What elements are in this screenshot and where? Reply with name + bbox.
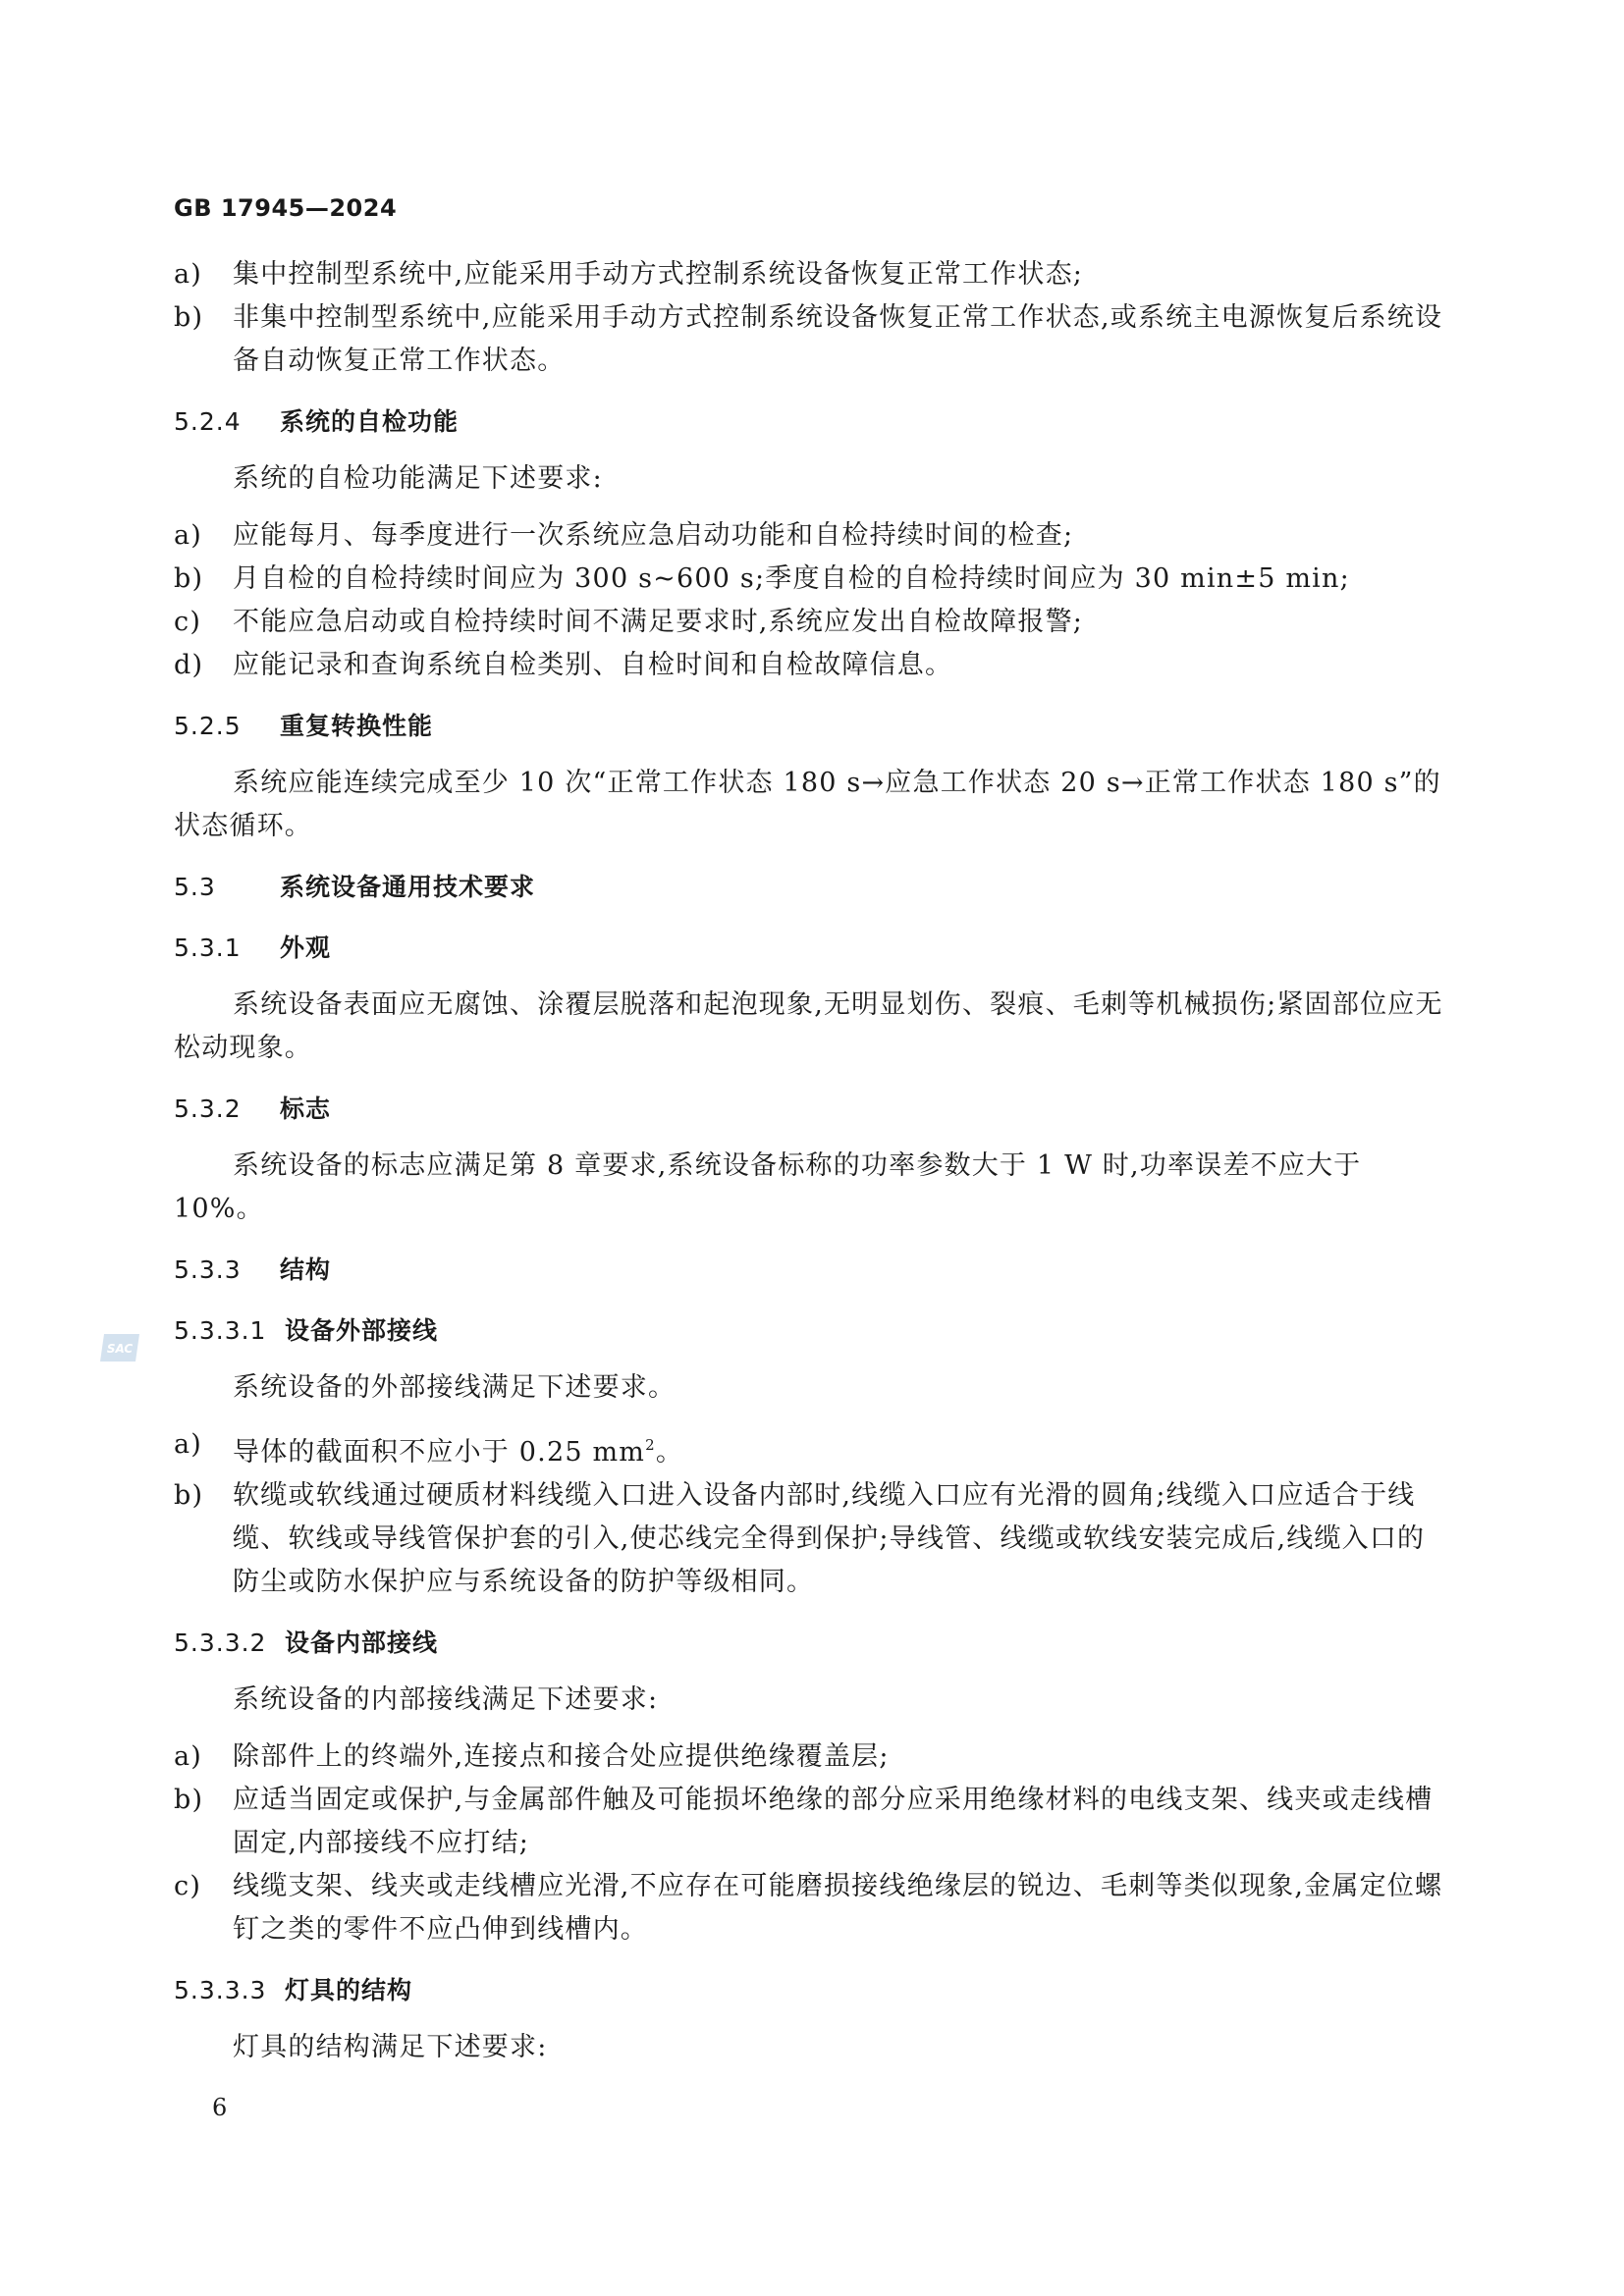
section-number: 5.3.3.3: [174, 1976, 267, 2004]
list-item-label: a): [174, 259, 203, 290]
svg-text:SAC: SAC: [106, 1342, 134, 1356]
list-item-main-text: 应能每月、每季度进行一次系统应急启动功能和自检持续时间的检查;: [233, 520, 1074, 551]
list-item-main-text: 软缆或软线通过硬质材料线缆入口进入设备内部时,线缆入口应有光滑的圆角;线缆入口应适合于线缆、软线或导线管保护套的引入,使芯线完全得到保护;导线管、线缆或软线安装完成后,线缆入口的防尘或防水保护应与系统设备的防护等级相同。: [233, 1480, 1426, 1597]
list-item-label: c): [174, 607, 202, 637]
list-item-label: b): [174, 302, 204, 333]
list-item: [174, 644, 1450, 687]
page-number: 6: [212, 2094, 228, 2121]
section-number: 5.3.3.2: [174, 1629, 267, 1657]
list-item-label: b): [174, 1785, 204, 1815]
list-item-text: [233, 644, 1450, 687]
list-item-text: [233, 1423, 1450, 1474]
list-item: [174, 514, 1450, 558]
list-item: [174, 1423, 1450, 1474]
list-item-text: [233, 1865, 1450, 1951]
list-item-label: a): [174, 520, 203, 551]
section-title: 灯具的结构: [285, 1976, 413, 2004]
section-number: 5.2.4: [174, 407, 242, 436]
list-item-text: [233, 1474, 1450, 1604]
section-heading: [174, 1249, 1450, 1292]
list-item: [174, 601, 1450, 644]
section-heading: [174, 866, 1450, 909]
section-number: 5.3: [174, 873, 216, 901]
document-body: [174, 253, 1450, 2083]
paragraph: 系统设备表面应无腐蚀、涂覆层脱落和起泡现象,无明显划伤、裂痕、毛刺等机械损伤;紧固部位应无松动现象。: [174, 989, 1443, 1063]
list-item-label: a): [174, 1741, 203, 1772]
paragraph: 灯具的结构满足下述要求:: [233, 2032, 548, 2062]
section-title: 重复转换性能: [280, 712, 434, 740]
list-item: [174, 253, 1450, 296]
list-item-label: b): [174, 1480, 204, 1511]
list-item: [174, 1474, 1450, 1604]
list-item-label: d): [174, 650, 204, 680]
section-heading: [174, 927, 1450, 970]
list-item: [174, 1779, 1450, 1865]
section-title: 系统的自检功能: [280, 407, 460, 436]
section-number: 5.2.5: [174, 712, 242, 740]
list-item: [174, 558, 1450, 601]
paragraph: 系统设备的外部接线满足下述要求。: [233, 1372, 677, 1403]
section-heading: [174, 1622, 1450, 1665]
section-number: 5.3.3: [174, 1255, 242, 1284]
list-item-main-text: 集中控制型系统中,应能采用手动方式控制系统设备恢复正常工作状态;: [233, 259, 1084, 290]
list-item-main-text: 除部件上的终端外,连接点和接合处应提供绝缘覆盖层;: [233, 1741, 890, 1772]
paragraph: 系统设备的标志应满足第 8 章要求,系统设备标称的功率参数大于 1 W 时,功率误差不应大于 10%。: [174, 1150, 1362, 1224]
paragraph: 系统的自检功能满足下述要求:: [233, 463, 603, 494]
section-title: 系统设备通用技术要求: [280, 873, 536, 901]
section-title: 设备外部接线: [285, 1316, 439, 1345]
section-heading: [174, 705, 1450, 748]
list-item-text: [233, 1735, 1450, 1779]
list-item-text: [233, 1779, 1450, 1865]
list-item: [174, 1735, 1450, 1779]
paragraph: 系统应能连续完成至少 10 次“正常工作状态 180 s→应急工作状态 20 s→正常工作状态 180 s”的状态循环。: [174, 768, 1441, 841]
standard-code-header: GB 17945—2024: [174, 194, 398, 222]
list-item-text: [233, 514, 1450, 558]
list-item-main-text: 线缆支架、线夹或走线槽应光滑,不应存在可能磨损接线绝缘层的锐边、毛刺等类似现象,金属定位螺钉之类的零件不应凸伸到线槽内。: [233, 1871, 1443, 1945]
section-number: 5.3.3.1: [174, 1316, 267, 1345]
section-heading: [174, 400, 1450, 444]
sac-watermark-logo: [98, 1328, 145, 1367]
section-number: 5.3.1: [174, 934, 242, 962]
list-item-label: a): [174, 1429, 203, 1460]
list-item-main-text: 月自检的自检持续时间应为 300 s~600 s;季度自检的自检持续时间应为 30 min±5 min;: [233, 563, 1350, 594]
list-item-main-text: 导体的截面积不应小于 0.25 mm: [233, 1437, 646, 1468]
list-item: [174, 1865, 1450, 1951]
list-item-text: [233, 296, 1450, 383]
list-item-main-text: 非集中控制型系统中,应能采用手动方式控制系统设备恢复正常工作状态,或系统主电源恢复后系统设备自动恢复正常工作状态。: [233, 302, 1443, 376]
list-item-text: [233, 601, 1450, 644]
list-item-label: c): [174, 1871, 202, 1901]
section-number: 5.3.2: [174, 1095, 242, 1123]
superscript: 2: [645, 1436, 656, 1454]
list-item-label: b): [174, 563, 204, 594]
list-item-main-text: 应能记录和查询系统自检类别、自检时间和自检故障信息。: [233, 650, 953, 680]
list-item: [174, 296, 1450, 383]
section-title: 标志: [280, 1095, 332, 1123]
section-title: 设备内部接线: [285, 1629, 439, 1657]
section-heading: [174, 1969, 1450, 2012]
section-heading: [174, 1088, 1450, 1131]
list-item-text: [233, 253, 1450, 296]
section-title: 外观: [280, 934, 332, 962]
paragraph: 系统设备的内部接线满足下述要求:: [233, 1684, 659, 1715]
list-item-main-text: 应适当固定或保护,与金属部件触及可能损坏绝缘的部分应采用绝缘材料的电线支架、线夹或走线槽固定,内部接线不应打结;: [233, 1785, 1434, 1858]
list-item-text: [233, 558, 1450, 601]
section-heading: [174, 1309, 1450, 1353]
section-title: 结构: [280, 1255, 332, 1284]
list-item-main-text: 不能应急启动或自检持续时间不满足要求时,系统应发出自检故障报警;: [233, 607, 1084, 637]
list-item-tail: 。: [655, 1437, 684, 1468]
